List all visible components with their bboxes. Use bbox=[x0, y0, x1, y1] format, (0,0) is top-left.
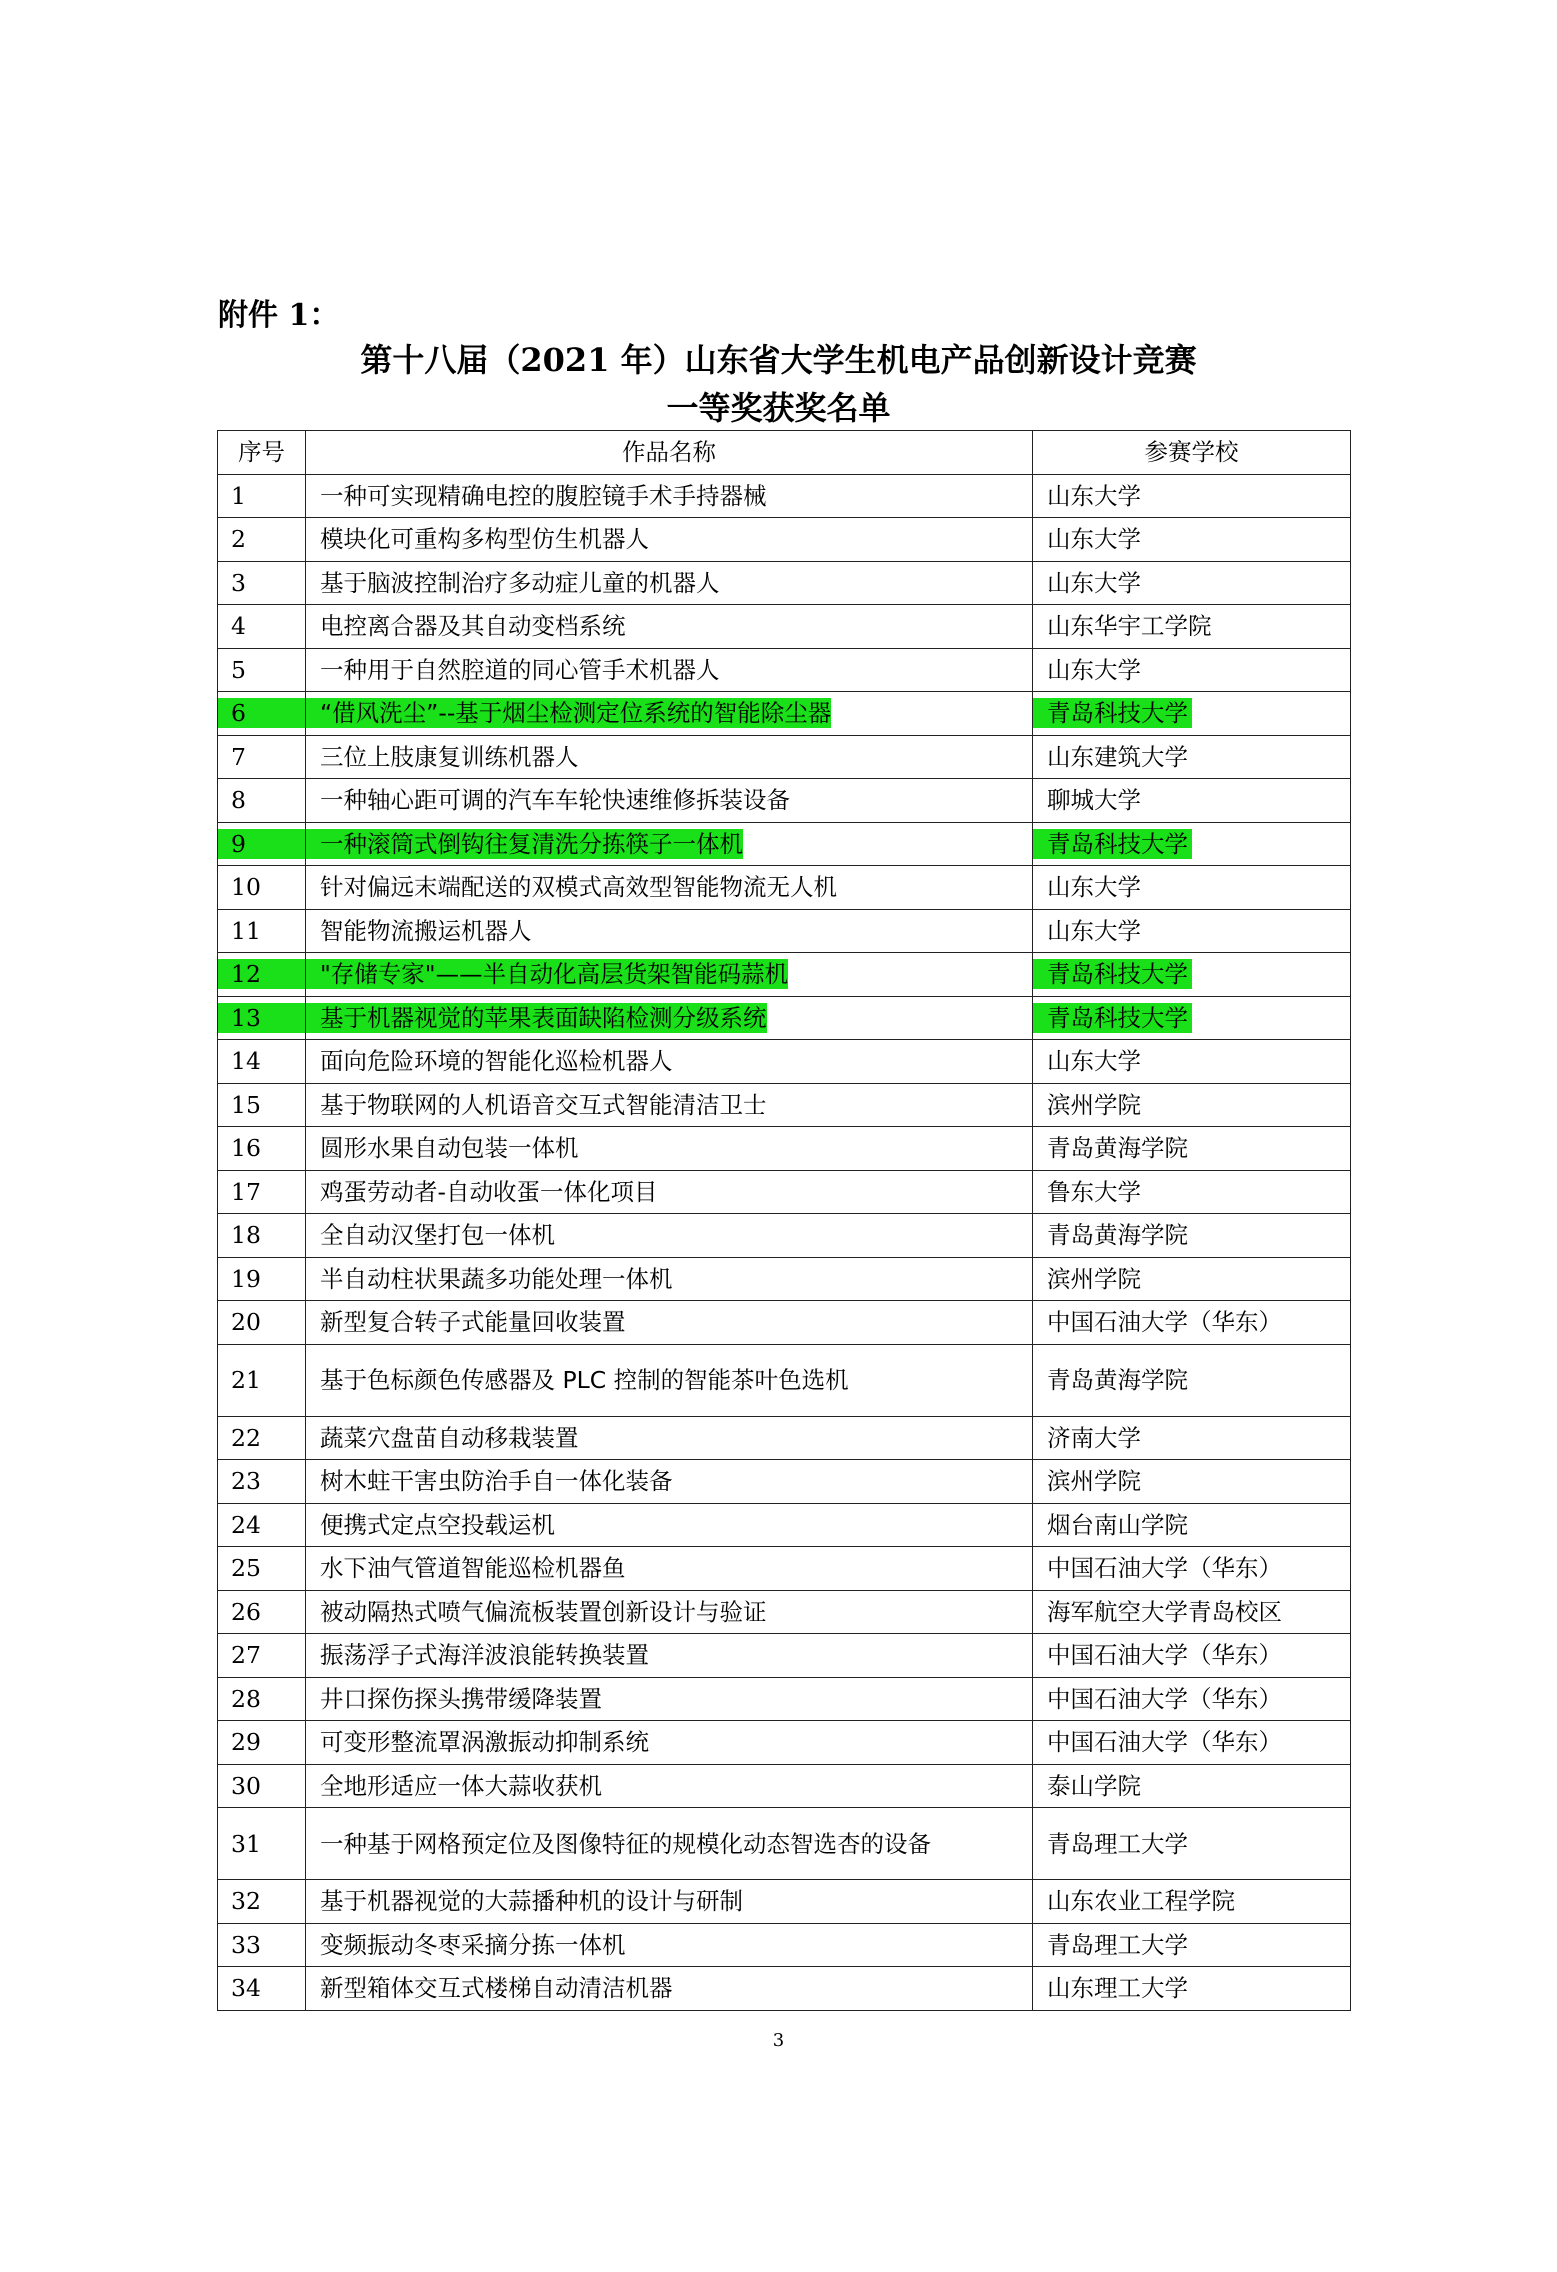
entry-school: 聊城大学 bbox=[1047, 786, 1141, 815]
entry-school-cell bbox=[1033, 1923, 1351, 1967]
entry-school: 青岛科技大学 bbox=[1033, 1003, 1192, 1033]
entry-school: 青岛理工大学 bbox=[1047, 1829, 1188, 1858]
table-header-row bbox=[218, 431, 1351, 475]
table-row bbox=[218, 1808, 1351, 1880]
entry-school-cell bbox=[1033, 1083, 1351, 1127]
table-row bbox=[218, 1083, 1351, 1127]
entry-name-cell bbox=[306, 1301, 1033, 1345]
attachment-label: 附件 1： bbox=[218, 298, 340, 333]
entry-name-cell bbox=[306, 866, 1033, 910]
entry-school: 济南大学 bbox=[1047, 1423, 1141, 1452]
entry-name-cell bbox=[306, 1040, 1033, 1084]
entry-name: 基于机器视觉的苹果表面缺陷检测分级系统 bbox=[306, 1003, 767, 1033]
table-row bbox=[218, 1127, 1351, 1171]
table-row bbox=[218, 866, 1351, 910]
entry-name-cell bbox=[306, 1170, 1033, 1214]
entry-name-cell bbox=[306, 1634, 1033, 1678]
entry-school: 滨州学院 bbox=[1047, 1467, 1141, 1496]
row-number: 32 bbox=[231, 1887, 261, 1916]
entry-name: 全自动汉堡打包一体机 bbox=[320, 1221, 555, 1250]
row-number-cell bbox=[218, 1503, 306, 1547]
entry-name: 一种轴心距可调的汽车车轮快速维修拆装设备 bbox=[320, 786, 790, 815]
row-number: 29 bbox=[231, 1728, 261, 1757]
row-number: 12 bbox=[218, 959, 306, 989]
row-number: 33 bbox=[231, 1930, 261, 1959]
entry-name: 便携式定点空投载运机 bbox=[320, 1510, 555, 1539]
entry-name: 可变形整流罩涡激振动抑制系统 bbox=[320, 1728, 649, 1757]
table-row bbox=[218, 1547, 1351, 1591]
entry-name: 一种用于自然腔道的同心管手术机器人 bbox=[320, 655, 720, 684]
entry-school-cell bbox=[1033, 1721, 1351, 1765]
entry-school-cell bbox=[1033, 474, 1351, 518]
entry-school: 烟台南山学院 bbox=[1047, 1510, 1188, 1539]
entry-name-cell bbox=[306, 996, 1033, 1040]
entry-name: 基于机器视觉的大蒜播种机的设计与研制 bbox=[320, 1887, 743, 1916]
table-row bbox=[218, 953, 1351, 997]
row-number: 13 bbox=[218, 1003, 306, 1033]
row-number-cell bbox=[218, 648, 306, 692]
entry-school-cell bbox=[1033, 692, 1351, 736]
table-row bbox=[218, 1344, 1351, 1416]
row-number: 23 bbox=[231, 1467, 261, 1496]
row-number-cell bbox=[218, 1344, 306, 1416]
table-row bbox=[218, 909, 1351, 953]
entry-school: 中国石油大学（华东） bbox=[1047, 1728, 1282, 1757]
row-number-cell bbox=[218, 1083, 306, 1127]
entry-school-cell bbox=[1033, 1880, 1351, 1924]
entry-school: 山东大学 bbox=[1047, 568, 1141, 597]
entry-name: 三位上肢康复训练机器人 bbox=[320, 742, 579, 771]
row-number: 26 bbox=[231, 1597, 261, 1626]
entry-name: 振荡浮子式海洋波浪能转换装置 bbox=[320, 1641, 649, 1670]
entry-name-cell bbox=[306, 953, 1033, 997]
entry-school-cell bbox=[1033, 561, 1351, 605]
entry-name-cell bbox=[306, 561, 1033, 605]
row-number: 4 bbox=[231, 612, 246, 641]
document-subtitle: 一等奖获奖名单 bbox=[666, 389, 891, 427]
entry-name: 被动隔热式喷气偏流板装置创新设计与验证 bbox=[320, 1597, 767, 1626]
row-number: 7 bbox=[231, 742, 246, 771]
entry-school: 中国石油大学（华东） bbox=[1047, 1554, 1282, 1583]
table-row bbox=[218, 474, 1351, 518]
table-row bbox=[218, 1923, 1351, 1967]
entry-name: 针对偏远末端配送的双模式高效型智能物流无人机 bbox=[320, 873, 837, 902]
row-number-cell bbox=[218, 1967, 306, 2011]
entry-name-cell bbox=[306, 1416, 1033, 1460]
column-header-name: 作品名称 bbox=[306, 431, 1033, 475]
entry-school-cell bbox=[1033, 518, 1351, 562]
entry-name: 圆形水果自动包装一体机 bbox=[320, 1134, 579, 1163]
entry-school: 滨州学院 bbox=[1047, 1264, 1141, 1293]
entry-school-cell bbox=[1033, 1460, 1351, 1504]
entry-school-cell bbox=[1033, 1590, 1351, 1634]
row-number: 24 bbox=[231, 1510, 261, 1539]
table-row bbox=[218, 1721, 1351, 1765]
entry-school: 山东大学 bbox=[1047, 873, 1141, 902]
entry-school: 山东大学 bbox=[1047, 655, 1141, 684]
row-number: 3 bbox=[231, 568, 246, 597]
entry-name-cell bbox=[306, 1083, 1033, 1127]
entry-school-cell bbox=[1033, 1301, 1351, 1345]
row-number-cell bbox=[218, 1547, 306, 1591]
entry-name-cell bbox=[306, 1808, 1033, 1880]
entry-school-cell bbox=[1033, 1214, 1351, 1258]
entry-school: 青岛科技大学 bbox=[1033, 698, 1192, 728]
table-row bbox=[218, 1214, 1351, 1258]
entry-name-cell bbox=[306, 1721, 1033, 1765]
entry-name: 水下油气管道智能巡检机器鱼 bbox=[320, 1554, 626, 1583]
entry-name-cell bbox=[306, 1923, 1033, 1967]
row-number-cell bbox=[218, 996, 306, 1040]
entry-school: 海军航空大学青岛校区 bbox=[1047, 1597, 1282, 1626]
row-number: 18 bbox=[231, 1221, 261, 1250]
entry-name-cell bbox=[306, 605, 1033, 649]
row-number: 10 bbox=[231, 873, 261, 902]
entry-school-cell bbox=[1033, 996, 1351, 1040]
row-number-cell bbox=[218, 1634, 306, 1678]
row-number: 8 bbox=[231, 786, 246, 815]
entry-school-cell bbox=[1033, 1503, 1351, 1547]
row-number-cell bbox=[218, 561, 306, 605]
row-number-cell bbox=[218, 1880, 306, 1924]
row-number: 27 bbox=[231, 1641, 261, 1670]
row-number-cell bbox=[218, 1127, 306, 1171]
entry-name-cell bbox=[306, 1127, 1033, 1171]
entry-school: 青岛黄海学院 bbox=[1047, 1366, 1188, 1394]
column-header-no: 序号 bbox=[218, 431, 306, 475]
table-row bbox=[218, 561, 1351, 605]
entry-name-cell bbox=[306, 735, 1033, 779]
row-number-cell bbox=[218, 1808, 306, 1880]
entry-school-cell bbox=[1033, 1764, 1351, 1808]
table-row bbox=[218, 822, 1351, 866]
entry-school: 中国石油大学（华东） bbox=[1047, 1308, 1282, 1337]
entry-school-cell bbox=[1033, 1040, 1351, 1084]
entry-name-cell bbox=[306, 474, 1033, 518]
entry-school: 鲁东大学 bbox=[1047, 1177, 1141, 1206]
entry-name-cell bbox=[306, 1503, 1033, 1547]
entry-school-cell bbox=[1033, 1967, 1351, 2011]
entry-school: 中国石油大学（华东） bbox=[1047, 1641, 1282, 1670]
entry-school: 山东华宇工学院 bbox=[1047, 612, 1212, 641]
table-row bbox=[218, 1677, 1351, 1721]
row-number-cell bbox=[218, 1301, 306, 1345]
entry-school: 山东大学 bbox=[1047, 916, 1141, 945]
entry-school-cell bbox=[1033, 866, 1351, 910]
table-row bbox=[218, 1634, 1351, 1678]
document-title: 第十八届（2021 年）山东省大学生机电产品创新设计竞赛 bbox=[360, 341, 1197, 379]
entry-school-cell bbox=[1033, 779, 1351, 823]
entry-school-cell bbox=[1033, 735, 1351, 779]
entry-name: 智能物流搬运机器人 bbox=[320, 916, 532, 945]
row-number-cell bbox=[218, 605, 306, 649]
row-number: 11 bbox=[231, 916, 261, 945]
entry-name-cell bbox=[306, 1880, 1033, 1924]
entry-name-cell bbox=[306, 518, 1033, 562]
entry-name-cell bbox=[306, 1677, 1033, 1721]
row-number-cell bbox=[218, 1590, 306, 1634]
entry-school-cell bbox=[1033, 1170, 1351, 1214]
entry-school: 泰山学院 bbox=[1047, 1771, 1141, 1800]
row-number: 25 bbox=[231, 1554, 261, 1583]
entry-name: 基于色标颜色传感器及 PLC 控制的智能茶叶色选机 bbox=[320, 1366, 849, 1394]
entry-school: 青岛黄海学院 bbox=[1047, 1221, 1188, 1250]
entry-name: “借风洗尘”--基于烟尘检测定位系统的智能除尘器 bbox=[306, 698, 831, 728]
table-row bbox=[218, 1416, 1351, 1460]
entry-school-cell bbox=[1033, 822, 1351, 866]
row-number: 21 bbox=[231, 1366, 261, 1394]
entry-school: 青岛科技大学 bbox=[1033, 829, 1192, 859]
entry-name: 鸡蛋劳动者-自动收蛋一体化项目 bbox=[320, 1177, 658, 1206]
entry-name: "存储专家"——半自动化高层货架智能码蒜机 bbox=[306, 959, 788, 989]
table-row bbox=[218, 1967, 1351, 2011]
table-row bbox=[218, 1460, 1351, 1504]
table-row bbox=[218, 1590, 1351, 1634]
entry-name-cell bbox=[306, 1590, 1033, 1634]
entry-school-cell bbox=[1033, 1257, 1351, 1301]
table-body bbox=[218, 474, 1351, 2010]
row-number-cell bbox=[218, 1460, 306, 1504]
entry-name: 面向危险环境的智能化巡检机器人 bbox=[320, 1047, 673, 1076]
entry-school: 山东建筑大学 bbox=[1047, 742, 1188, 771]
table-row bbox=[218, 1257, 1351, 1301]
table-row bbox=[218, 1764, 1351, 1808]
entry-name-cell bbox=[306, 1257, 1033, 1301]
row-number: 9 bbox=[218, 829, 306, 859]
row-number-cell bbox=[218, 1040, 306, 1084]
entry-school: 山东理工大学 bbox=[1047, 1974, 1188, 2003]
row-number: 14 bbox=[231, 1047, 261, 1076]
row-number-cell bbox=[218, 1923, 306, 1967]
entry-name: 井口探伤探头携带缓降装置 bbox=[320, 1684, 602, 1713]
entry-school-cell bbox=[1033, 605, 1351, 649]
row-number-cell bbox=[218, 909, 306, 953]
entry-name: 基于物联网的人机语音交互式智能清洁卫士 bbox=[320, 1090, 767, 1119]
row-number-cell bbox=[218, 1721, 306, 1765]
entry-school-cell bbox=[1033, 909, 1351, 953]
entry-name: 变频振动冬枣采摘分拣一体机 bbox=[320, 1930, 626, 1959]
entry-school-cell bbox=[1033, 1547, 1351, 1591]
row-number: 19 bbox=[231, 1264, 261, 1293]
entry-name: 模块化可重构多构型仿生机器人 bbox=[320, 525, 649, 554]
row-number: 30 bbox=[231, 1771, 261, 1800]
table-row bbox=[218, 518, 1351, 562]
table-row bbox=[218, 1503, 1351, 1547]
entry-name-cell bbox=[306, 822, 1033, 866]
table-row bbox=[218, 648, 1351, 692]
table-row bbox=[218, 692, 1351, 736]
row-number: 34 bbox=[231, 1974, 261, 2003]
entry-name: 电控离合器及其自动变档系统 bbox=[320, 612, 626, 641]
table-row bbox=[218, 1170, 1351, 1214]
row-number-cell bbox=[218, 1416, 306, 1460]
entry-school-cell bbox=[1033, 1677, 1351, 1721]
entry-name: 新型复合转子式能量回收装置 bbox=[320, 1308, 626, 1337]
entry-name-cell bbox=[306, 909, 1033, 953]
page-number: 3 bbox=[772, 2030, 785, 2051]
entry-school-cell bbox=[1033, 1634, 1351, 1678]
entry-name: 一种基于网格预定位及图像特征的规模化动态智选杏的设备 bbox=[320, 1829, 931, 1858]
column-header-school: 参赛学校 bbox=[1033, 431, 1351, 475]
row-number-cell bbox=[218, 1170, 306, 1214]
row-number: 5 bbox=[231, 655, 246, 684]
row-number: 20 bbox=[231, 1308, 261, 1337]
row-number-cell bbox=[218, 518, 306, 562]
entry-school: 山东大学 bbox=[1047, 525, 1141, 554]
table-row bbox=[218, 1301, 1351, 1345]
row-number-cell bbox=[218, 1677, 306, 1721]
row-number: 15 bbox=[231, 1090, 261, 1119]
row-number-cell bbox=[218, 1764, 306, 1808]
entry-name-cell bbox=[306, 1460, 1033, 1504]
table-row bbox=[218, 735, 1351, 779]
table-row bbox=[218, 605, 1351, 649]
row-number: 16 bbox=[231, 1134, 261, 1163]
row-number-cell bbox=[218, 474, 306, 518]
row-number: 28 bbox=[231, 1684, 261, 1713]
row-number: 1 bbox=[231, 481, 246, 510]
entry-name: 树木蛀干害虫防治手自一体化装备 bbox=[320, 1467, 673, 1496]
row-number-cell bbox=[218, 779, 306, 823]
entry-name-cell bbox=[306, 1967, 1033, 2011]
entry-name-cell bbox=[306, 1344, 1033, 1416]
entry-name: 蔬菜穴盘苗自动移栽装置 bbox=[320, 1423, 579, 1452]
table-row bbox=[218, 996, 1351, 1040]
row-number-cell bbox=[218, 1257, 306, 1301]
row-number: 22 bbox=[231, 1423, 261, 1452]
entry-name-cell bbox=[306, 1764, 1033, 1808]
entry-school-cell bbox=[1033, 1808, 1351, 1880]
row-number-cell bbox=[218, 692, 306, 736]
entry-school-cell bbox=[1033, 1127, 1351, 1171]
entry-name: 全地形适应一体大蒜收获机 bbox=[320, 1771, 602, 1800]
table-row bbox=[218, 779, 1351, 823]
row-number: 31 bbox=[231, 1829, 261, 1858]
row-number-cell bbox=[218, 866, 306, 910]
entry-name-cell bbox=[306, 692, 1033, 736]
row-number-cell bbox=[218, 953, 306, 997]
row-number-cell bbox=[218, 822, 306, 866]
entry-school: 滨州学院 bbox=[1047, 1090, 1141, 1119]
entry-name-cell bbox=[306, 779, 1033, 823]
awards-table bbox=[217, 430, 1351, 2011]
entry-name: 新型箱体交互式楼梯自动清洁机器 bbox=[320, 1974, 673, 2003]
table-row bbox=[218, 1040, 1351, 1084]
table-row bbox=[218, 1880, 1351, 1924]
entry-school: 山东大学 bbox=[1047, 481, 1141, 510]
entry-school-cell bbox=[1033, 648, 1351, 692]
entry-school: 青岛理工大学 bbox=[1047, 1930, 1188, 1959]
entry-school: 青岛黄海学院 bbox=[1047, 1134, 1188, 1163]
entry-name: 基于脑波控制治疗多动症儿童的机器人 bbox=[320, 568, 720, 597]
entry-school: 山东大学 bbox=[1047, 1047, 1141, 1076]
row-number-cell bbox=[218, 735, 306, 779]
entry-name: 一种可实现精确电控的腹腔镜手术手持器械 bbox=[320, 481, 767, 510]
row-number-cell bbox=[218, 1214, 306, 1258]
entry-school-cell bbox=[1033, 1416, 1351, 1460]
entry-name-cell bbox=[306, 1547, 1033, 1591]
row-number: 2 bbox=[231, 525, 246, 554]
entry-name-cell bbox=[306, 1214, 1033, 1258]
entry-school: 山东农业工程学院 bbox=[1047, 1887, 1235, 1916]
entry-name-cell bbox=[306, 648, 1033, 692]
entry-school: 青岛科技大学 bbox=[1033, 959, 1192, 989]
entry-name: 一种滚筒式倒钩往复清洗分拣筷子一体机 bbox=[306, 829, 743, 859]
row-number: 6 bbox=[218, 698, 306, 728]
entry-school-cell bbox=[1033, 953, 1351, 997]
entry-name: 半自动柱状果蔬多功能处理一体机 bbox=[320, 1264, 673, 1293]
row-number: 17 bbox=[231, 1177, 261, 1206]
entry-school: 中国石油大学（华东） bbox=[1047, 1684, 1282, 1713]
entry-school-cell bbox=[1033, 1344, 1351, 1416]
